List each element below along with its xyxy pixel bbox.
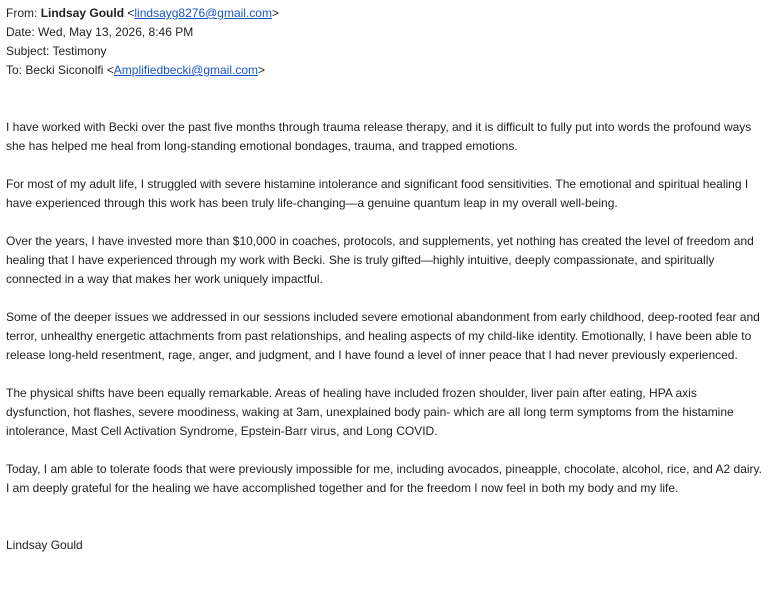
email-body bbox=[6, 118, 764, 498]
from-label: From: bbox=[6, 6, 38, 20]
body-paragraph: For most of my adult life, I struggled with severe histamine intolerance and significant food sensitivities. The emotional and spiritual healing I have experienced through this work has been truly life-changing—a genuine quantum leap in my overall well-being. bbox=[6, 177, 749, 210]
body-paragraph: Over the years, I have invested more than $10,000 in coaches, protocols, and supplements, yet nothing has created the level of freedom and healing that I have experienced through my work with Becki. She is truly gifted—highly intuitive, deeply compassionate, and spiritually connected in a way that makes her work uniquely impactful. bbox=[6, 234, 754, 286]
email-signature: Lindsay Gould bbox=[6, 538, 83, 552]
sender-email-open-bracket: < bbox=[127, 6, 135, 20]
body-paragraph: I have worked with Becki over the past five months through trauma release therapy, and it is difficult to fully put into words the profound ways she has helped me heal from long-standing emotional bondages, trauma, and trapped emotions. bbox=[6, 120, 752, 153]
body-paragraph: The physical shifts have been equally remarkable. Areas of healing have included frozen shoulder, liver pain after eating, HPA axis dysfunction, hot flashes, severe moodiness, waking at 3am, unexplained body pain- which are all long term symptoms from the histamine intolerance, Mast Cell Activation Syndrome, Epstein-Barr virus, and Long COVID. bbox=[6, 386, 734, 438]
sender-name: Lindsay Gould bbox=[40, 6, 125, 20]
subject-row bbox=[6, 42, 762, 61]
email-headers bbox=[6, 4, 762, 80]
from-row bbox=[6, 4, 762, 23]
sender-email-link[interactable]: lindsayg8276@gmail.com bbox=[134, 6, 272, 20]
recipient-name: Becki Siconolfi bbox=[25, 63, 104, 77]
subject-value: Testimony bbox=[52, 44, 107, 58]
body-paragraph: Some of the deeper issues we addressed in our sessions included severe emotional abandonment from early childhood, deep-rooted fear and terror, unhealthy energetic attachments from past relationships, and healing aspects of my child-like identity. Emotionally, I have been able to release long-held resentment, rage, anger, and judgment, and I have found a level of inner peace that I had never previously experienced. bbox=[6, 310, 760, 362]
date-value: Wed, May 13, 2026, 8:46 PM bbox=[38, 25, 194, 39]
recipient-email-close-bracket: > bbox=[258, 63, 266, 77]
date-row bbox=[6, 23, 762, 42]
recipient-email-link[interactable]: Amplifiedbecki@gmail.com bbox=[113, 63, 258, 77]
subject-label: Subject: bbox=[6, 44, 50, 58]
body-paragraph: Today, I am able to tolerate foods that were previously impossible for me, including avocados, pineapple, chocolate, alcohol, rice, and A2 dairy. I am deeply grateful for the healing we have accomplished together and for the freedom I now feel in both my body and my life. bbox=[6, 462, 762, 495]
date-label: Date: bbox=[6, 25, 35, 39]
to-row bbox=[6, 61, 762, 80]
to-label: To: bbox=[6, 63, 23, 77]
sender-email-close-bracket: > bbox=[271, 6, 279, 20]
recipient-email-open-bracket: < bbox=[106, 63, 114, 77]
